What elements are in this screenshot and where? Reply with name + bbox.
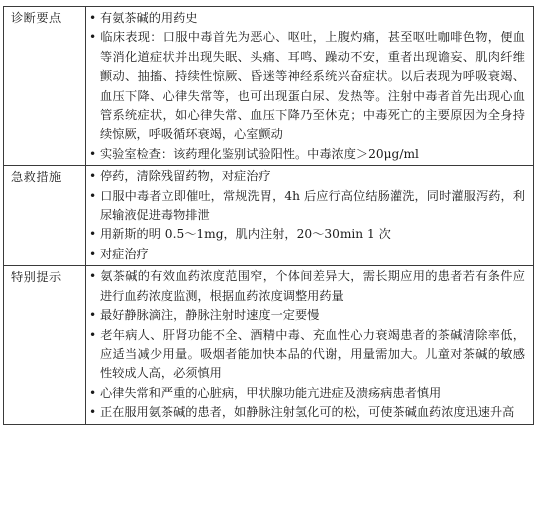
section-label-emergency: 急救措施 <box>4 166 86 266</box>
list-item: • 氨茶碱的有效血药浓度范围窄，个体间差异大，需长期应用的患者若有条件应进行血药浓度监测，根据血药浓度调整用药量 <box>89 269 525 303</box>
list-item: • 用新斯的明 0.5～1mg，肌内注射，20～30min 1 次 <box>89 225 525 244</box>
bullet-icon: • <box>89 246 97 261</box>
list-item: • 停药，清除残留药物，对症治疗 <box>89 167 525 186</box>
bullet-icon: • <box>89 188 97 203</box>
list-item: • 实验室检查：该药理化鉴别试验阳性。中毒浓度＞20μg/ml <box>89 145 525 164</box>
section-label-notes: 特别提示 <box>4 266 86 424</box>
section-notes-row <box>4 266 534 424</box>
bullet-icon: • <box>89 11 97 25</box>
list-item: • 临床表现：口服中毒首先为恶心、呕吐，上腹灼痛，甚至呕吐咖啡色物，便血等消化道症状并出现失眠、头痛、耳鸣、躁动不安，重者出现谵妄、肌肉纤维颤动、抽搐、持续性惊厥、昏迷等神经系统兴奋症状。以后表现为呼吸衰竭、血压下降、心律失常等，也可出现蛋白尿、发热等。注射中毒者首先出现心血管系统症状，如心律失常、血压下降乃至休克；中毒死亡的主要原因为全身持续惊厥，呼吸循环衰竭，心室颤动 <box>89 30 525 142</box>
section-content-diagnosis <box>86 7 534 166</box>
bullet-icon: • <box>89 269 97 284</box>
bullet-icon: • <box>89 30 97 45</box>
section-content-notes <box>86 266 534 424</box>
list-item: • 老年病人、肝肾功能不全、酒精中毒、充血性心力衰竭患者的茶碱清除率低，应适当减少用量。吸烟者能加快本品的代谢，用量需加大。儿童对茶碱的敏感性较成人高，必须慎用 <box>89 327 525 381</box>
bullet-icon: • <box>89 146 97 161</box>
info-table <box>3 6 534 425</box>
bullet-icon: • <box>89 385 97 400</box>
bullet-icon: • <box>89 405 97 420</box>
list-item: • 正在服用氨茶碱的患者，如静脉注射氢化可的松，可使茶碱血药浓度迅速升高 <box>89 403 525 422</box>
list-item: • 有氨茶碱的用药史 <box>89 9 525 28</box>
bullet-icon: • <box>89 308 97 323</box>
list-item: • 心律失常和严重的心脏病，甲状腺功能亢进症及溃疡病患者慎用 <box>89 384 525 403</box>
section-diagnosis-row <box>4 7 534 166</box>
list-item: • 口服中毒者立即催吐，常规洗胃，4h 后应行高位结肠灌洗，同时灌服泻药，利尿输液促进毒物排泄 <box>89 188 525 223</box>
list-item: • 对症治疗 <box>89 245 525 264</box>
bullet-icon: • <box>89 327 97 342</box>
section-content-emergency <box>86 166 534 266</box>
section-label-diagnosis: 诊断要点 <box>4 7 86 166</box>
bullet-icon: • <box>89 169 97 184</box>
bullet-icon: • <box>89 227 97 242</box>
section-emergency-row <box>4 166 534 266</box>
list-item: • 最好静脉滴注，静脉注射时速度一定要慢 <box>89 306 525 325</box>
